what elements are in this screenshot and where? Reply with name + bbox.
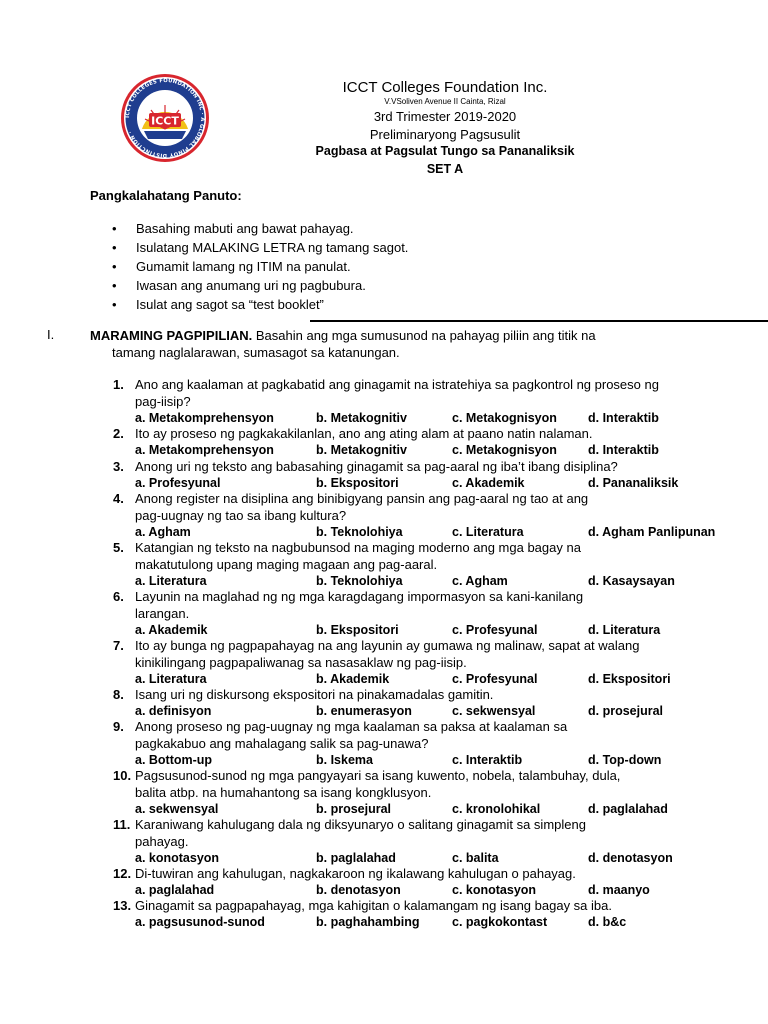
section-instruction-line1: Basahin ang mga sumusunod na pahayag piliin ang titik na	[252, 328, 596, 343]
choice-c: c. pagkokontast	[452, 915, 548, 929]
question-number: 12.	[113, 866, 132, 881]
choice-a: a. definisyon	[135, 704, 212, 718]
question-text: Anong register na disiplina ang binibigyang pansin ang pag-aaral ng tao at ang	[135, 491, 589, 506]
choice-d: d. paglalahad	[588, 802, 668, 816]
choice-a: a. pagsusunod-sunod	[135, 915, 265, 929]
choice-a: a. paglalahad	[135, 883, 215, 897]
question-item	[113, 718, 753, 769]
choice-b: b. Akademik	[316, 672, 390, 686]
choice-b: b. denotasyon	[316, 883, 401, 897]
section-instruction-line2: tamang naglalarawan, sumasagot sa katanungan.	[112, 345, 400, 360]
choice-b: b. Metakognitiv	[316, 443, 407, 457]
question-text: Pagsusunod-sunod ng mga pangyayari sa isang kuwento, nobela, talambuhay, dula,	[135, 768, 621, 783]
question-number: 5.	[113, 540, 124, 555]
choice-a: a. Profesyunal	[135, 476, 221, 490]
question-number: 11.	[113, 817, 131, 832]
general-instructions-title: Pangkalahatang Panuto:	[90, 188, 242, 203]
exam-title: Preliminaryong Pagsusulit	[369, 127, 521, 142]
question-item	[113, 637, 753, 688]
instruction-item: • Iwasan ang anumang uri ng pagbubura.	[112, 278, 366, 293]
question-text: Isang uri ng diskursong ekspositori na pinakamadalas gamitin.	[135, 687, 494, 702]
choice-d: d. Literatura	[588, 623, 661, 637]
instruction-item: • Basahing mabuti ang bawat pahayag.	[112, 221, 354, 236]
choice-d: d. Kasaysayan	[588, 574, 675, 588]
question-item	[113, 588, 753, 639]
choice-a: a. Akademik	[135, 623, 208, 637]
bullet-icon: •	[112, 221, 117, 236]
choice-c: c. kronolohikal	[452, 802, 541, 816]
question-text: Anong proseso ng pag-uugnay ng mga kaalaman sa paksa at kaalaman sa	[135, 719, 568, 734]
choice-b: b. prosejural	[316, 802, 392, 816]
choice-c: c. Profesyunal	[452, 623, 538, 637]
choice-a: a. Metakomprehensyon	[135, 443, 274, 457]
question-text: pahayag.	[135, 834, 189, 849]
question-item	[113, 767, 753, 818]
choice-d: d. Ekspositori	[588, 672, 671, 686]
choice-c: c. Metakognisyon	[452, 443, 557, 457]
choice-a: a. konotasyon	[135, 851, 220, 865]
choice-b: b. Ekspositori	[316, 623, 399, 637]
bullet-icon: •	[112, 240, 117, 255]
instruction-item: • Gumamit lamang ng ITIM na panulat.	[112, 259, 351, 274]
question-text: Di-tuwiran ang kahulugan, nagkakaroon ng ikalawang kahulugan o pahayag.	[135, 866, 576, 881]
trimester: 3rd Trimester 2019-2020	[373, 109, 517, 124]
question-text: pagkakabuo ang mahalagang salik sa pag-unawa?	[135, 736, 429, 751]
divider-line	[310, 320, 768, 322]
choice-d: d. Top-down	[588, 753, 662, 767]
choice-d: d. Interaktib	[588, 411, 659, 425]
choice-d: d. prosejural	[588, 704, 664, 718]
question-item	[113, 897, 753, 931]
question-text: Karaniwang kahulugang dala ng diksyunaryo o salitang ginagamit sa simpleng	[135, 817, 586, 832]
question-item	[113, 458, 753, 492]
choice-c: c. Literatura	[452, 525, 524, 539]
question-item	[113, 816, 753, 867]
question-number: 1.	[113, 377, 124, 392]
choice-b: b. Teknolohiya	[316, 574, 403, 588]
question-text: Anong uri ng teksto ang babasahing ginagamit sa pag-aaral ng iba’t ibang disiplina?	[135, 459, 618, 474]
choice-c: c. Profesyunal	[452, 672, 538, 686]
question-text: balita atbp. na humahantong sa isang kongklusyon.	[135, 785, 432, 800]
choice-a: a. Metakomprehensyon	[135, 411, 274, 425]
choice-c: c. Agham	[452, 574, 508, 588]
question-text: Layunin na maglahad ng ng mga karagdagang impormasyon sa kani-kanilang	[135, 589, 584, 604]
question-item	[113, 425, 753, 459]
question-text: makatutulong upang maging magaan ang pag-aaral.	[135, 557, 438, 572]
choice-a: a. Bottom-up	[135, 753, 213, 767]
answer-choices	[135, 442, 753, 459]
instructions-list	[112, 219, 408, 314]
choice-b: b. Teknolohiya	[316, 525, 403, 539]
choice-b: b. paghahambing	[316, 915, 420, 929]
question-text: pag-iisip?	[135, 394, 191, 409]
question-number: 13.	[113, 898, 132, 913]
choice-c: c. Interaktib	[452, 753, 523, 767]
choice-a: a. sekwensyal	[135, 802, 219, 816]
question-item	[113, 686, 753, 720]
choice-c: c. Metakognisyon	[452, 411, 557, 425]
question-item	[113, 490, 753, 541]
exam-set: SET A	[426, 162, 464, 176]
question-number: 3.	[113, 459, 124, 474]
question-number: 9.	[113, 719, 124, 734]
choice-b: b. Metakognitiv	[316, 411, 407, 425]
question-number: 2.	[113, 426, 124, 441]
svg-text:ICCT: ICCT	[151, 114, 179, 128]
question-number: 10.	[113, 768, 132, 783]
choice-d: d. Interaktib	[588, 443, 659, 457]
svg-text:ICCT COLLEGES FOUNDATION INC ·: ICCT COLLEGES FOUNDATION INC · A GLOBAL PINOY DISTINCTION ·	[124, 77, 206, 159]
question-item	[113, 539, 753, 590]
bullet-icon: •	[112, 278, 117, 293]
section-title: MARAMING PAGPIPILIAN.	[90, 328, 253, 343]
subject-title: Pagbasa at Pagsulat Tungo sa Pananaliksik	[315, 144, 575, 158]
organization-address: V.VSoliven Avenue II Cainta, Rizal	[384, 97, 506, 106]
question-number: 4.	[113, 491, 124, 506]
choice-d: d. maanyo	[588, 883, 650, 897]
choice-d: d. b&c	[588, 915, 627, 929]
question-text: Ito ay bunga ng pagpapahayag na ang layunin ay gumawa ng malinaw, sapat at walang	[135, 638, 640, 653]
question-text: larangan.	[135, 606, 190, 621]
choice-c: c. Akademik	[452, 476, 525, 490]
answer-choices	[135, 914, 753, 931]
choice-b: b. paglalahad	[316, 851, 396, 865]
choice-c: c. balita	[452, 851, 499, 865]
bullet-icon: •	[112, 259, 117, 274]
question-number: 7.	[113, 638, 124, 653]
section-number: I.	[47, 327, 55, 342]
question-item	[113, 865, 753, 899]
question-text: Ginagamit sa pagpapahayag, mga kahigitan o kalamangam ng isang bagay sa iba.	[135, 898, 612, 913]
question-text: Ito ay proseso ng pagkakakilanlan, ano ang ating alam at paano natin nalaman.	[135, 426, 593, 441]
choice-a: a. Agham	[135, 525, 191, 539]
question-number: 6.	[113, 589, 124, 604]
choice-b: b. enumerasyon	[316, 704, 412, 718]
choice-a: a. Literatura	[135, 672, 207, 686]
choice-d: d. denotasyon	[588, 851, 673, 865]
question-item	[113, 376, 753, 427]
choice-c: c. konotasyon	[452, 883, 537, 897]
choice-a: a. Literatura	[135, 574, 207, 588]
bullet-icon: •	[112, 297, 117, 312]
question-text: Ano ang kaalaman at pagkabatid ang ginagamit na istratehiya sa pagkontrol ng proseso ng	[135, 377, 659, 392]
choice-b: b. Iskema	[316, 753, 373, 767]
choice-c: c. sekwensyal	[452, 704, 536, 718]
choice-d: d. Pananaliksik	[588, 476, 679, 490]
section-instructions	[90, 327, 710, 361]
instruction-item: • Isulatang MALAKING LETRA ng tamang sagot.	[112, 240, 409, 255]
question-text: Katangian ng teksto na nagbubunsod na maging moderno ang mga bagay na	[135, 540, 581, 555]
question-number: 8.	[113, 687, 124, 702]
instruction-item: • Isulat ang sagot sa “test booklet”	[112, 297, 324, 312]
choice-d: d. Agham Panlipunan	[588, 525, 716, 539]
choice-b: b. Ekspositori	[316, 476, 399, 490]
organization-name: ICCT Colleges Foundation Inc.	[342, 79, 548, 96]
question-text: kinikilingang pagpapaliwanag sa nasasaklaw ng pag-iisip.	[135, 655, 467, 670]
question-text: pag-uugnay ng tao sa ibang kultura?	[135, 508, 347, 523]
